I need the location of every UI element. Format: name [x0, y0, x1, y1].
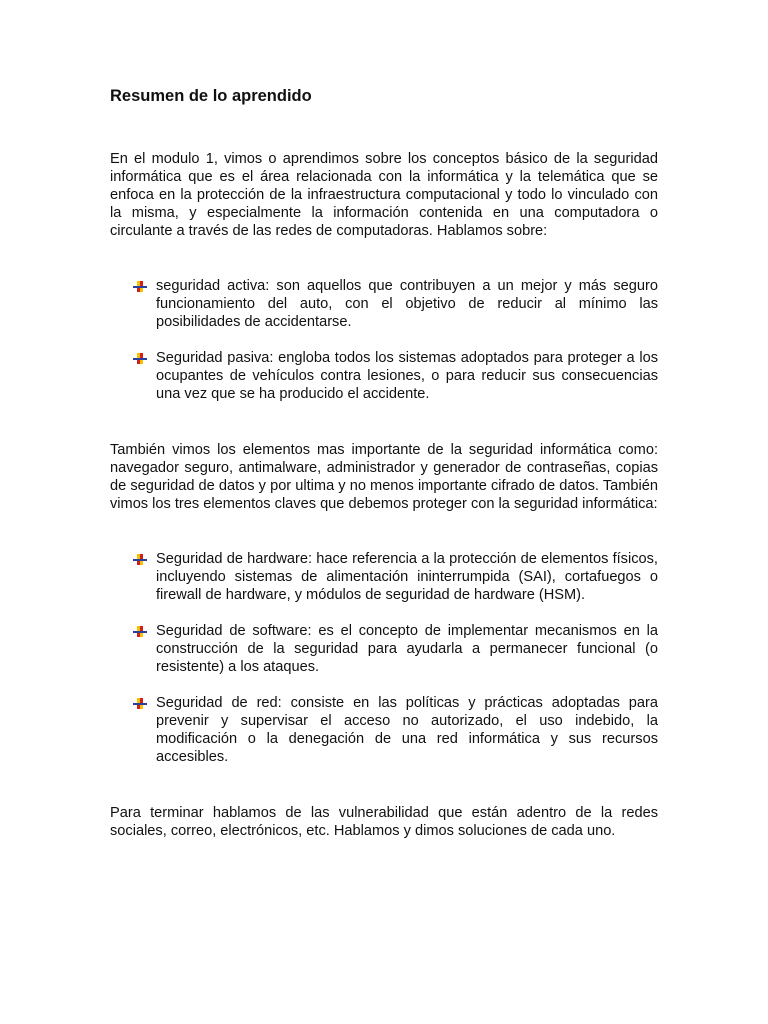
- middle-paragraph: También vimos los elementos mas importante de la seguridad informática como: navegador seguro, antimalware, administrador y generador de contraseñas, copias de seguridad de datos y por ultima y no menos importante cifrado de datos. También vimos los tres elementos claves que debemos proteger con la seguridad informática:: [110, 442, 658, 512]
- list-item: [110, 277, 658, 331]
- security-types-list: [110, 277, 658, 403]
- bullet-icon: [132, 552, 148, 566]
- bullet-icon: [132, 279, 148, 293]
- list-item: [110, 550, 658, 604]
- list-item-text: Seguridad de hardware: hace referencia a la protección de elementos físicos, incluyendo sistemas de alimentación ininterrumpida (SAI), cortafuegos o firewall de hardware, y módulos de seguridad de hardware (HSM).: [156, 551, 658, 603]
- list-item-text: seguridad activa: son aquellos que contribuyen a un mejor y más seguro funcionamiento del auto, con el objetivo de reducir al mínimo las posibilidades de accidentarse.: [156, 278, 658, 330]
- list-item: [110, 622, 658, 676]
- bullet-icon: [132, 624, 148, 638]
- list-item-text: Seguridad de software: es el concepto de implementar mecanismos en la construcción de la seguridad para ayudarla a permanecer funcional (o resistente) a los ataques.: [156, 623, 658, 675]
- list-item: [110, 694, 658, 766]
- list-item: [110, 349, 658, 403]
- document-title: Resumen de lo aprendido: [110, 87, 312, 105]
- list-item-text: Seguridad de red: consiste en las políticas y prácticas adoptadas para prevenir y supervisar el acceso no autorizado, el uso indebido, la modificación o la denegación de una red informática y sus recursos accesibles.: [156, 695, 658, 765]
- bullet-icon: [132, 696, 148, 710]
- bullet-icon: [132, 351, 148, 365]
- intro-paragraph: En el modulo 1, vimos o aprendimos sobre los conceptos básico de la seguridad informática que es el área relacionada con la informática y la telemática que se enfoca en la protección de la infraestructura computacional y todo lo vinculado con la misma, y especialmente la información contenida en una computadora o circulante a través de las redes de computadoras. Hablamos sobre:: [110, 151, 658, 239]
- list-item-text: Seguridad pasiva: engloba todos los sistemas adoptados para proteger a los ocupantes de vehículos contra lesiones, o para reducir sus consecuencias una vez que se ha producido el accidente.: [156, 350, 658, 402]
- document-page: [110, 86, 658, 840]
- closing-paragraph: Para terminar hablamos de las vulnerabilidad que están adentro de la redes sociales, correo, electrónicos, etc. Hablamos y dimos soluciones de cada uno.: [110, 805, 658, 839]
- key-elements-list: [110, 550, 658, 766]
